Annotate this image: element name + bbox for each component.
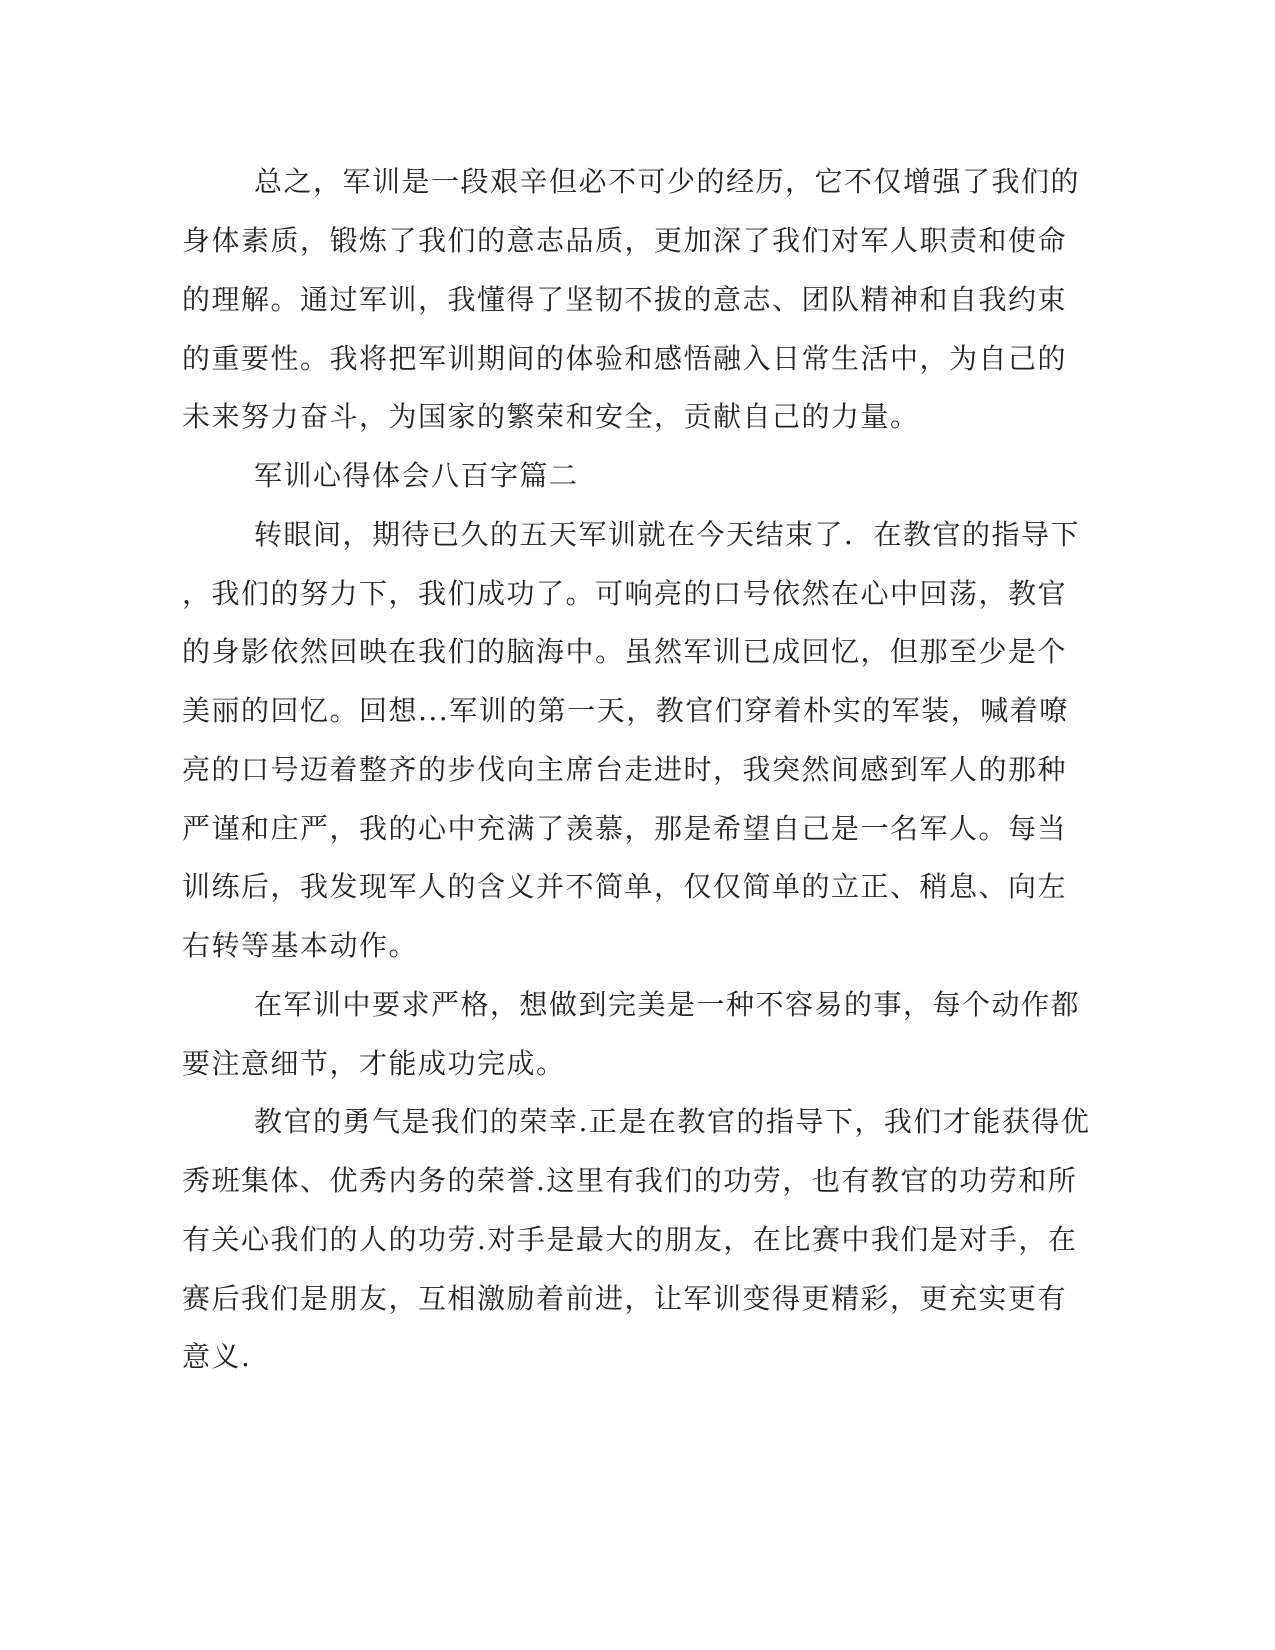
paragraph-line: 训练后，我发现军人的含义并不简单，仅仅简单的立正、稍息、向左 [182, 870, 1068, 903]
paragraph-line: 要注意细节，才能成功完成。 [182, 1047, 566, 1080]
paragraph-line: 亮的口号迈着整齐的步伐向主席台走进时，我突然间感到军人的那种 [182, 753, 1068, 786]
paragraph-line: 在军训中要求严格，想做到完美是一种不容易的事，每个动作都 [254, 988, 1081, 1021]
paragraph-line: 赛后我们是朋友，互相激励着前进，让军训变得更精彩，更充实更有 [182, 1282, 1068, 1315]
paragraph-line: 的理解。通过军训，我懂得了坚韧不拔的意志、团队精神和自我约束 [182, 283, 1068, 316]
paragraph-line: 美丽的回忆。回想...军训的第一天，教官们穿着朴实的军装，喊着嘹 [182, 694, 1069, 727]
paragraph-line: 有关心我们的人的功劳.对手是最大的朋友，在比赛中我们是对手，在 [182, 1223, 1078, 1256]
paragraph-line: 转眼间，期待已久的五天军训就在今天结束了．在教官的指导下 [254, 518, 1081, 551]
paragraph-line: 意义. [182, 1340, 252, 1373]
paragraph-line: 教官的勇气是我们的荣幸.正是在教官的指导下，我们才能获得优 [254, 1105, 1091, 1138]
paragraph-line: 的重要性。我将把军训期间的体验和感悟融入日常生活中，为自己的 [182, 342, 1068, 375]
section-heading: 军训心得体会八百字篇二 [254, 459, 579, 492]
paragraph-line: 总之，军训是一段艰辛但必不可少的经历，它不仅增强了我们的 [254, 165, 1081, 198]
paragraph-line: ，我们的努力下，我们成功了。可响亮的口号依然在心中回荡，教官 [182, 577, 1068, 610]
paragraph-line: 右转等基本动作。 [182, 929, 419, 962]
paragraph-line: 严谨和庄严，我的心中充满了羡慕，那是希望自己是一名军人。每当 [182, 812, 1068, 845]
paragraph-line: 的身影依然回映在我们的脑海中。虽然军训已成回忆，但那至少是个 [182, 635, 1068, 668]
paragraph-line: 身体素质，锻炼了我们的意志品质，更加深了我们对军人职责和使命 [182, 224, 1068, 257]
paragraph-line: 未来努力奋斗，为国家的繁荣和安全，贡献自己的力量。 [182, 400, 920, 433]
paragraph-line: 秀班集体、优秀内务的荣誉.这里有我们的功劳，也有教官的功劳和所 [182, 1164, 1078, 1197]
